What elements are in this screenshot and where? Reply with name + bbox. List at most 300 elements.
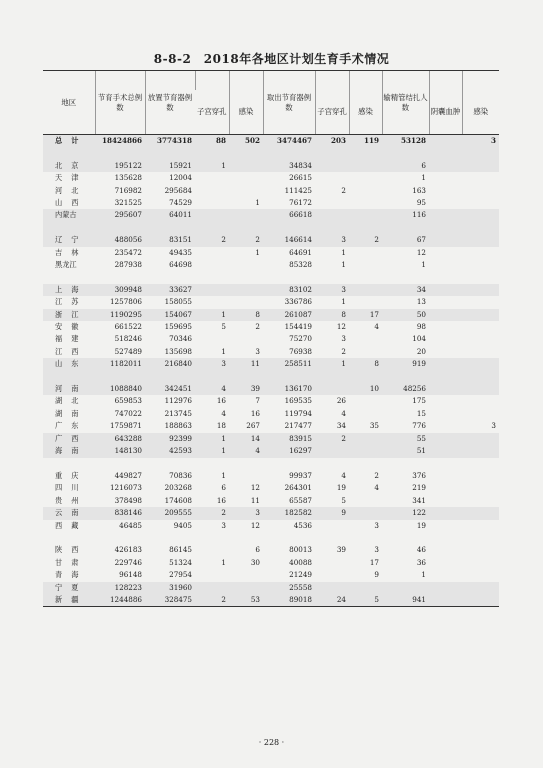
header-uterine-perf-2: 子宫穿孔: [315, 90, 349, 135]
value-cell: [462, 160, 499, 172]
table-row: [43, 296, 499, 308]
value-cell: 661522: [114, 322, 142, 332]
value-cell: 174608: [164, 495, 192, 505]
value-cell: 716982: [114, 185, 142, 195]
region-cell: 黑龙江: [55, 260, 77, 270]
region-cell: 陕西: [55, 545, 88, 555]
value-cell: [349, 495, 382, 507]
table-row: [43, 383, 499, 395]
spacer-row: [43, 222, 499, 234]
value-cell: [349, 247, 382, 259]
value-cell: 203268: [164, 483, 192, 493]
value-cell: 50: [382, 309, 429, 321]
value-cell: [315, 222, 349, 234]
value-cell: 159695: [164, 322, 192, 332]
value-cell: 53: [229, 594, 263, 607]
region-cell: 广东: [55, 421, 88, 431]
value-cell: 3: [462, 135, 499, 148]
value-cell: 25558: [263, 582, 315, 594]
value-cell: 4: [229, 445, 263, 457]
value-cell: 3: [374, 520, 379, 530]
value-cell: 2: [341, 346, 346, 356]
region-cell: 湖南: [55, 408, 88, 418]
value-cell: 34: [336, 421, 346, 431]
value-cell: 4: [221, 408, 226, 418]
value-cell: 119: [349, 135, 382, 148]
value-cell: 26615: [289, 173, 312, 183]
value-cell: [462, 582, 499, 594]
region-cell: 贵州: [55, 495, 88, 505]
value-cell: 148130: [95, 445, 145, 457]
value-cell: [429, 433, 462, 445]
table-row: [43, 408, 499, 420]
value-cell: [349, 333, 382, 345]
value-cell: [462, 383, 499, 395]
header-region: 地区: [43, 71, 95, 135]
value-cell: 9: [374, 570, 379, 580]
value-cell: [429, 495, 462, 507]
value-cell: 328475: [145, 594, 195, 607]
value-cell: 216840: [145, 358, 195, 370]
value-cell: [95, 458, 145, 470]
value-cell: [382, 582, 429, 594]
value-cell: [429, 197, 462, 209]
value-cell: [429, 569, 462, 581]
value-cell: [462, 271, 499, 283]
value-cell: 3: [341, 334, 346, 344]
value-cell: [462, 147, 499, 159]
region-cell: 西藏: [55, 520, 88, 530]
value-cell: 39: [229, 383, 263, 395]
total-row: [43, 135, 499, 148]
value-cell: [349, 532, 382, 544]
value-cell: 86145: [169, 545, 192, 555]
value-cell: [315, 209, 349, 221]
value-cell: 209555: [145, 507, 195, 519]
value-cell: [462, 321, 499, 333]
value-cell: [195, 284, 229, 296]
value-cell: [349, 222, 382, 234]
value-cell: [462, 333, 499, 345]
value-cell: 2: [315, 433, 349, 445]
value-cell: [229, 147, 263, 159]
value-cell: [315, 445, 349, 457]
family-planning-table: [43, 70, 499, 607]
value-cell: 1257806: [109, 297, 142, 307]
value-cell: [382, 147, 429, 159]
value-cell: [462, 433, 499, 445]
value-cell: [429, 209, 462, 221]
table-row: [43, 321, 499, 333]
region-cell: 湖北: [55, 396, 88, 406]
value-cell: 747022: [114, 408, 142, 418]
value-cell: [429, 383, 462, 395]
value-cell: 53128: [382, 135, 429, 148]
region-cell: 浙江: [43, 309, 95, 321]
value-cell: 12: [336, 322, 346, 332]
value-cell: 83102: [263, 284, 315, 296]
region-cell: [43, 271, 95, 283]
value-cell: [349, 284, 382, 296]
value-cell: [229, 296, 263, 308]
value-cell: 12: [250, 483, 260, 493]
value-cell: 34: [382, 284, 429, 296]
value-cell: [462, 594, 499, 607]
table-body: [43, 135, 499, 607]
table-row: [43, 259, 499, 271]
header-infection-3: 感染: [462, 90, 499, 135]
value-cell: 112976: [164, 396, 192, 406]
value-cell: 135628: [114, 173, 142, 183]
value-cell: [263, 147, 315, 159]
value-cell: 449827: [114, 470, 142, 480]
table-row: [43, 569, 499, 581]
value-cell: 33627: [145, 284, 195, 296]
value-cell: 378498: [114, 495, 142, 505]
value-cell: 195122: [95, 160, 145, 172]
value-cell: [429, 544, 462, 556]
table-row: [43, 358, 499, 370]
value-cell: 1759871: [109, 421, 142, 431]
value-cell: [429, 346, 462, 358]
value-cell: 376: [412, 470, 426, 480]
value-cell: 3: [255, 346, 260, 356]
value-cell: 1: [195, 309, 229, 321]
value-cell: 217477: [284, 421, 312, 431]
value-cell: [95, 271, 145, 283]
value-cell: [349, 160, 382, 172]
value-cell: 15921: [145, 160, 195, 172]
value-cell: 776: [412, 421, 426, 431]
value-cell: 66618: [263, 209, 315, 221]
value-cell: 64011: [145, 209, 195, 221]
value-cell: 16297: [263, 445, 315, 457]
value-cell: 1244886: [95, 594, 145, 607]
value-cell: [315, 520, 349, 532]
table-row: [43, 160, 499, 172]
value-cell: [229, 160, 263, 172]
region-cell: [43, 222, 95, 234]
table-row: [43, 594, 499, 607]
value-cell: [462, 309, 499, 321]
value-cell: [429, 284, 462, 296]
value-cell: 2: [349, 234, 382, 246]
value-cell: [429, 247, 462, 259]
value-cell: 12004: [169, 173, 192, 183]
value-cell: [462, 247, 499, 259]
region-cell: 江苏: [55, 297, 88, 307]
value-cell: [195, 544, 229, 556]
value-cell: [315, 271, 349, 283]
value-cell: 128223: [95, 582, 145, 594]
value-cell: [429, 160, 462, 172]
value-cell: [349, 259, 382, 271]
value-cell: [195, 271, 229, 283]
region-cell: 北京: [43, 160, 95, 172]
value-cell: 264301: [284, 483, 312, 493]
value-cell: 4: [374, 483, 379, 493]
value-cell: [429, 135, 462, 148]
value-cell: 16: [250, 408, 260, 418]
value-cell: [263, 532, 315, 544]
region-cell: 甘肃: [55, 557, 88, 567]
value-cell: [195, 371, 229, 383]
value-cell: [229, 532, 263, 544]
value-cell: 51324: [169, 557, 192, 567]
value-cell: [229, 222, 263, 234]
value-cell: 213745: [164, 408, 192, 418]
value-cell: [315, 458, 349, 470]
value-cell: [195, 209, 229, 221]
region-cell: 新疆: [43, 594, 95, 607]
region-cell: 上海: [43, 284, 95, 296]
value-cell: [382, 222, 429, 234]
value-cell: [429, 507, 462, 519]
value-cell: 8: [315, 309, 349, 321]
value-cell: [195, 569, 229, 581]
value-cell: [195, 185, 229, 197]
value-cell: [349, 185, 382, 197]
value-cell: 3: [195, 358, 229, 370]
value-cell: [195, 247, 229, 259]
table-row: [43, 420, 499, 432]
value-cell: 26: [336, 396, 346, 406]
value-cell: [195, 259, 229, 271]
value-cell: [229, 458, 263, 470]
value-cell: [382, 371, 429, 383]
value-cell: [315, 532, 349, 544]
value-cell: [429, 520, 462, 532]
table-row: [43, 247, 499, 259]
value-cell: 83151: [145, 234, 195, 246]
value-cell: 12: [416, 247, 426, 257]
value-cell: [229, 333, 263, 345]
value-cell: [229, 172, 263, 184]
value-cell: 116: [382, 209, 429, 221]
value-cell: 65587: [289, 495, 312, 505]
value-cell: 39: [336, 545, 346, 555]
value-cell: 10: [349, 383, 382, 395]
value-cell: 9: [315, 507, 349, 519]
value-cell: 1: [221, 557, 226, 567]
value-cell: [349, 458, 382, 470]
value-cell: [462, 520, 499, 532]
value-cell: [145, 222, 195, 234]
value-cell: 169535: [284, 396, 312, 406]
value-cell: 1: [255, 198, 260, 208]
table-row: [43, 520, 499, 532]
value-cell: 2: [255, 322, 260, 332]
header-infection-1: 感染: [229, 90, 263, 135]
spacer-row: [43, 371, 499, 383]
value-cell: 89018: [263, 594, 315, 607]
value-cell: [382, 458, 429, 470]
value-cell: 111425: [284, 185, 312, 195]
value-cell: [429, 445, 462, 457]
value-cell: 203: [315, 135, 349, 148]
value-cell: 64691: [289, 247, 312, 257]
table-row: [43, 197, 499, 209]
value-cell: [349, 296, 382, 308]
value-cell: 14: [229, 433, 263, 445]
value-cell: 158055: [164, 297, 192, 307]
value-cell: 40088: [289, 557, 312, 567]
region-cell: 宁夏: [43, 582, 95, 594]
table-row: [43, 346, 499, 358]
value-cell: [429, 296, 462, 308]
value-cell: [462, 209, 499, 221]
value-cell: 6: [255, 545, 260, 555]
value-cell: 42593: [145, 445, 195, 457]
region-cell: [43, 147, 95, 159]
value-cell: 80013: [289, 545, 312, 555]
value-cell: 287938: [114, 260, 142, 270]
value-cell: 6: [221, 483, 226, 493]
value-cell: 70836: [169, 470, 192, 480]
value-cell: 46: [416, 545, 426, 555]
value-cell: [229, 271, 263, 283]
value-cell: 18424866: [95, 135, 145, 148]
table-row: [43, 445, 499, 457]
value-cell: 154067: [145, 309, 195, 321]
region-cell: 广西: [43, 433, 95, 445]
value-cell: 1: [195, 433, 229, 445]
table-row: [43, 482, 499, 494]
value-cell: [229, 185, 263, 197]
value-cell: 2: [374, 470, 379, 480]
value-cell: 21249: [289, 570, 312, 580]
value-cell: 643288: [95, 433, 145, 445]
value-cell: [429, 371, 462, 383]
value-cell: 3: [491, 421, 496, 431]
value-cell: [462, 482, 499, 494]
value-cell: 64698: [169, 260, 192, 270]
header-iud-remove: 取出节育器例数: [263, 71, 315, 135]
value-cell: [315, 557, 349, 569]
value-cell: 267: [246, 421, 260, 431]
value-cell: 55: [382, 433, 429, 445]
value-cell: [429, 470, 462, 482]
value-cell: [229, 582, 263, 594]
value-cell: 3474467: [263, 135, 315, 148]
value-cell: 1: [341, 260, 346, 270]
value-cell: 1: [341, 247, 346, 257]
value-cell: 48256: [382, 383, 429, 395]
spacer-row: [43, 271, 499, 283]
value-cell: 919: [382, 358, 429, 370]
value-cell: 295607: [95, 209, 145, 221]
value-cell: 2: [195, 234, 229, 246]
value-cell: 3774318: [145, 135, 195, 148]
value-cell: [462, 172, 499, 184]
region-cell: 总计: [43, 135, 95, 148]
table-row: [43, 185, 499, 197]
value-cell: 16: [216, 495, 226, 505]
value-cell: [429, 309, 462, 321]
value-cell: [349, 395, 382, 407]
value-cell: 229746: [114, 557, 142, 567]
region-cell: 四川: [55, 483, 88, 493]
value-cell: [263, 371, 315, 383]
value-cell: 4: [341, 408, 346, 418]
value-cell: 7: [255, 396, 260, 406]
value-cell: [462, 371, 499, 383]
value-cell: [462, 395, 499, 407]
table-row: [43, 495, 499, 507]
value-cell: 2: [195, 507, 229, 519]
value-cell: [315, 569, 349, 581]
value-cell: 1: [255, 247, 260, 257]
value-cell: [95, 371, 145, 383]
value-cell: [462, 569, 499, 581]
table-row: [43, 333, 499, 345]
value-cell: 135698: [164, 346, 192, 356]
table-row: [43, 209, 499, 221]
value-cell: [349, 445, 382, 457]
value-cell: [195, 222, 229, 234]
header-total: 节育手术总例数: [95, 71, 145, 135]
region-cell: 山东: [43, 358, 95, 370]
value-cell: [462, 358, 499, 370]
region-cell: 内蒙古: [43, 209, 95, 221]
value-cell: 3: [315, 284, 349, 296]
value-cell: 19: [336, 483, 346, 493]
value-cell: 1: [221, 470, 226, 480]
value-cell: 941: [382, 594, 429, 607]
value-cell: [429, 222, 462, 234]
value-cell: 19: [416, 520, 426, 530]
value-cell: [349, 433, 382, 445]
value-cell: [263, 222, 315, 234]
value-cell: [429, 408, 462, 420]
value-cell: [229, 209, 263, 221]
value-cell: [462, 445, 499, 457]
value-cell: 219: [412, 483, 426, 493]
value-cell: 1: [421, 570, 426, 580]
value-cell: 24: [315, 594, 349, 607]
value-cell: 8: [349, 358, 382, 370]
value-cell: 51: [382, 445, 429, 457]
value-cell: 5: [221, 322, 226, 332]
value-cell: 31960: [145, 582, 195, 594]
value-cell: [229, 284, 263, 296]
value-cell: 182582: [263, 507, 315, 519]
value-cell: 95: [416, 198, 426, 208]
header-vas-ligation: 输精管结扎人数: [382, 71, 429, 135]
value-cell: [429, 532, 462, 544]
value-cell: 309948: [95, 284, 145, 296]
value-cell: 4: [195, 383, 229, 395]
value-cell: 1182011: [95, 358, 145, 370]
value-cell: 1: [421, 173, 426, 183]
value-cell: [382, 532, 429, 544]
table-row: [43, 557, 499, 569]
value-cell: [349, 271, 382, 283]
table-row: [43, 544, 499, 556]
value-cell: 70346: [169, 334, 192, 344]
value-cell: 527489: [114, 346, 142, 356]
value-cell: 75270: [289, 334, 312, 344]
value-cell: [462, 222, 499, 234]
value-cell: [462, 284, 499, 296]
value-cell: 5: [349, 594, 382, 607]
table-row: [43, 284, 499, 296]
value-cell: 18: [216, 421, 226, 431]
region-cell: 青海: [55, 570, 88, 580]
value-cell: 488056: [95, 234, 145, 246]
value-cell: [429, 582, 462, 594]
value-cell: 426183: [114, 545, 142, 555]
